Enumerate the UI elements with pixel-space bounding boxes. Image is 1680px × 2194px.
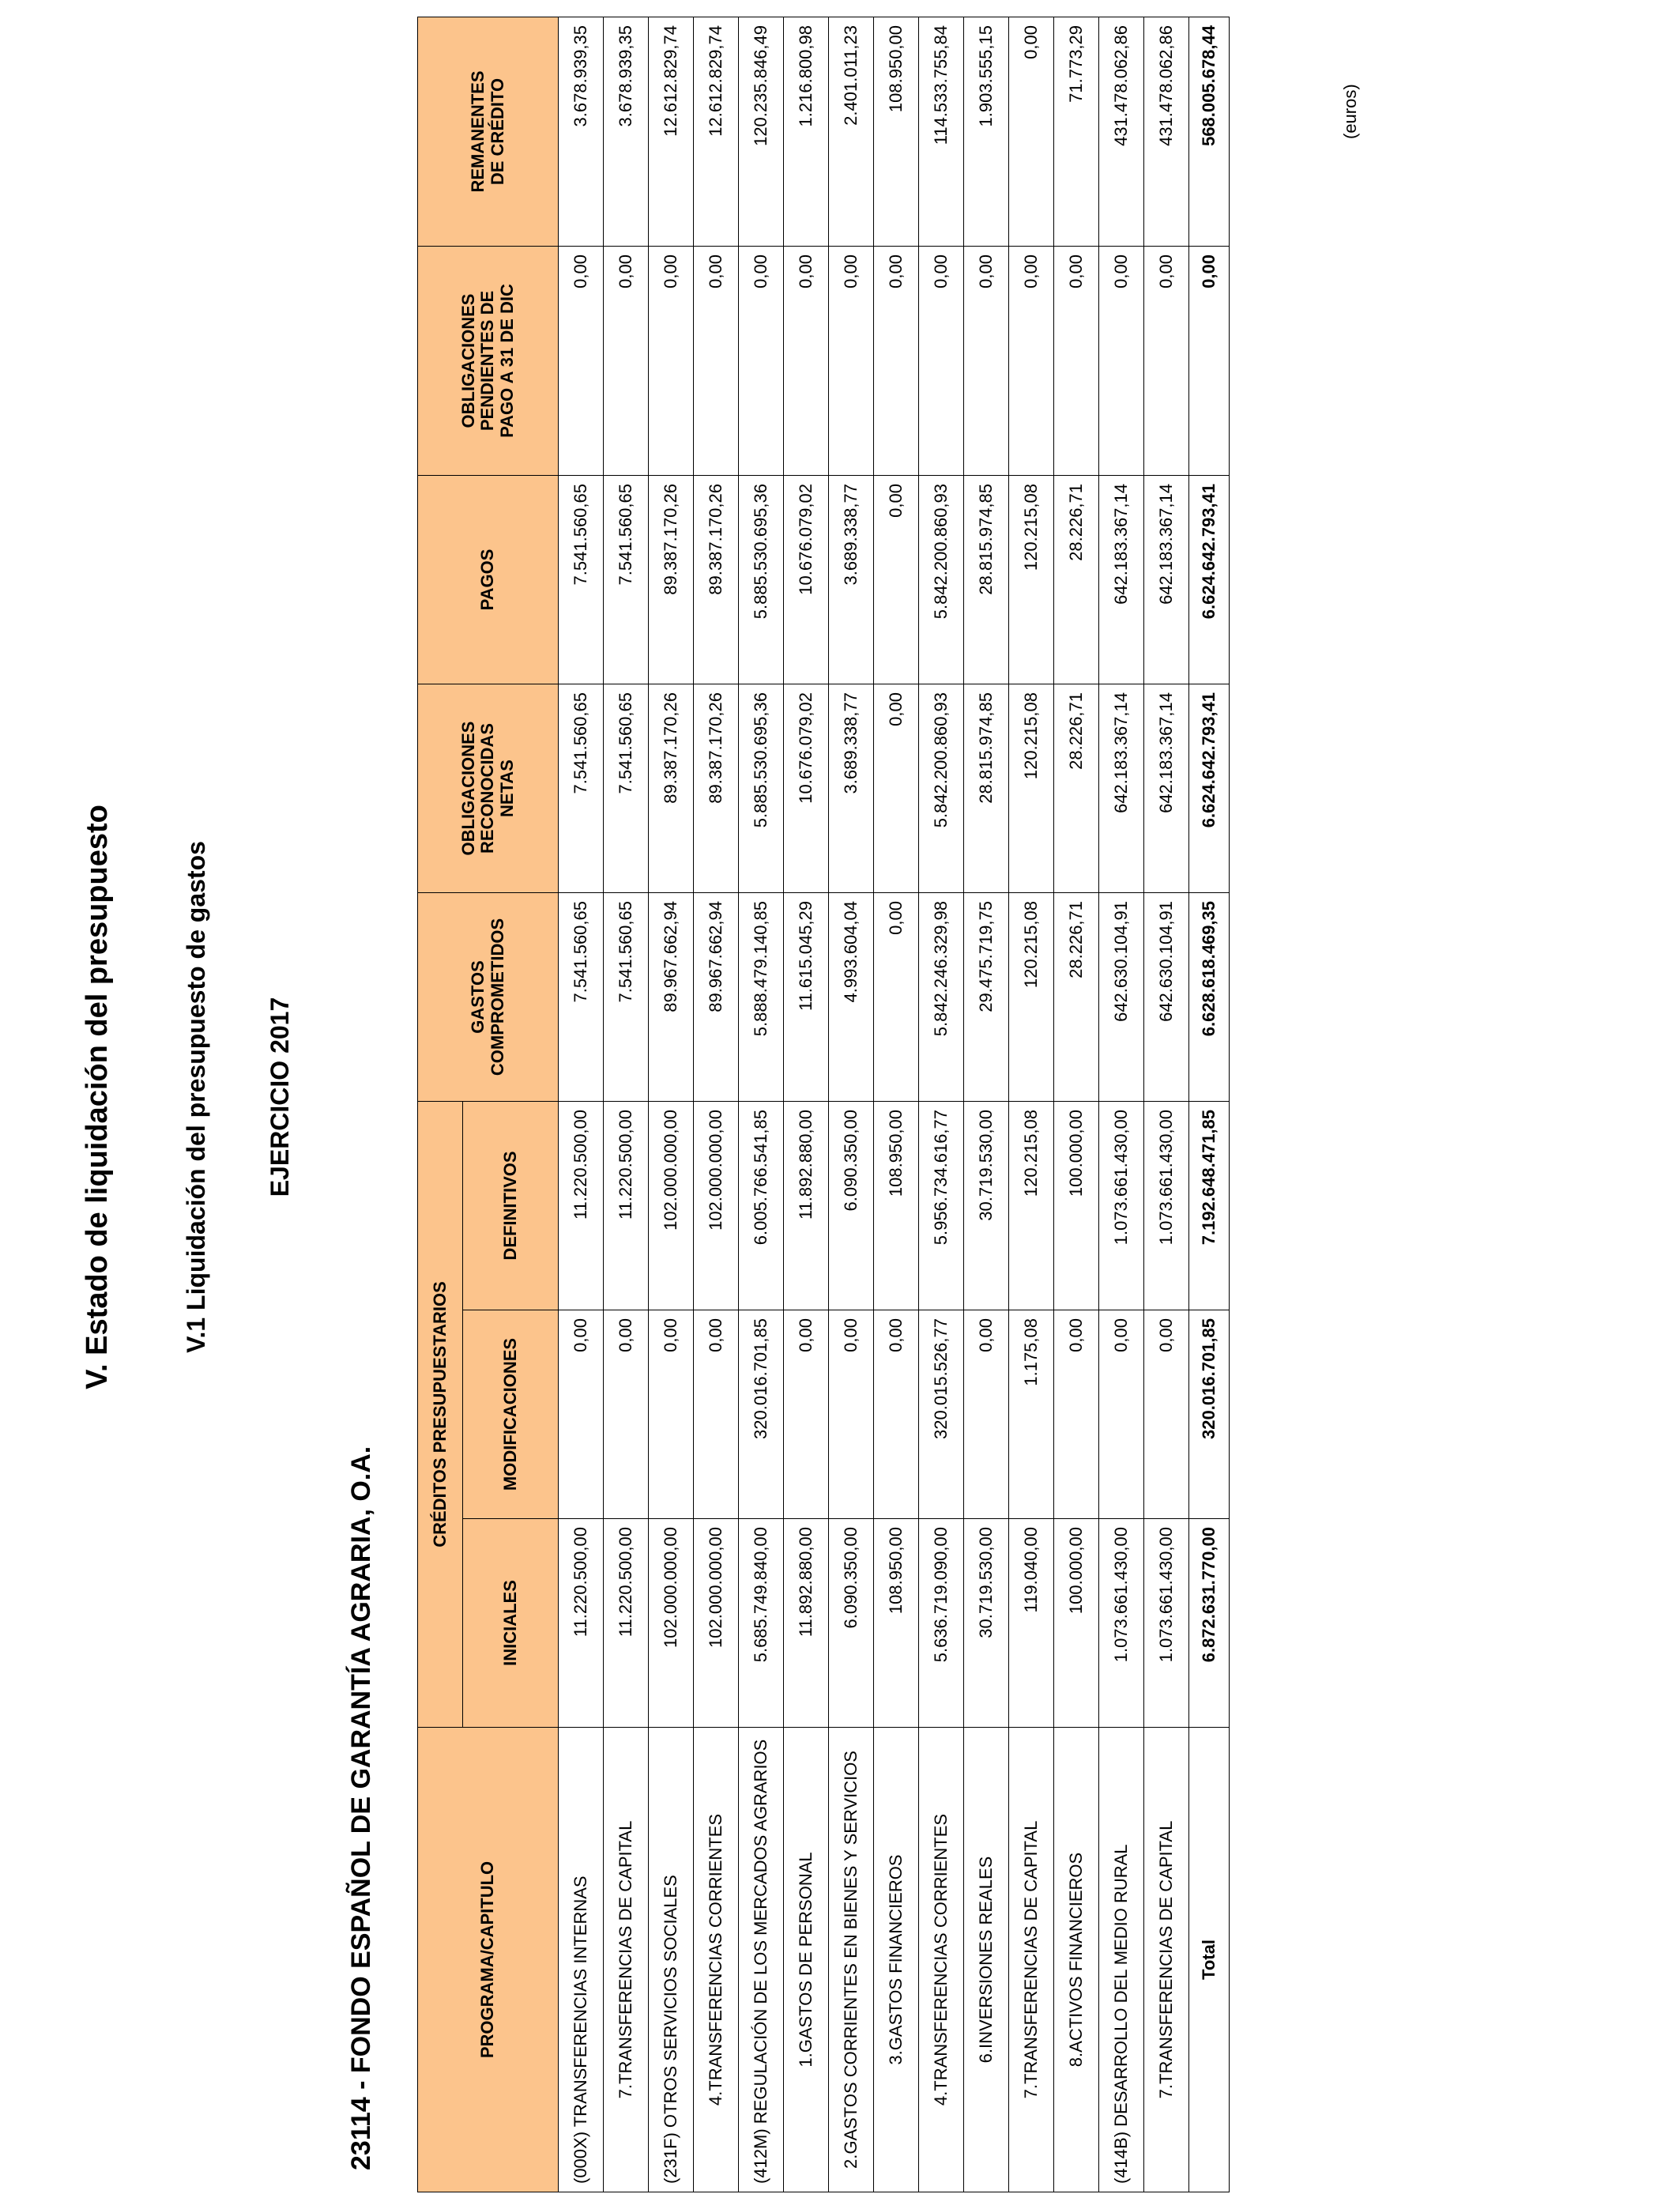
table-row bbox=[784, 17, 829, 2192]
amount-cell: 102.000.000,00 bbox=[694, 1519, 739, 1728]
amount-cell: 3.678.939,35 bbox=[559, 17, 604, 246]
header-creditos-presupuestarios: CRÉDITOS PRESUPUESTARIOS bbox=[418, 1101, 463, 1727]
amount-cell: 11.220.500,00 bbox=[604, 1519, 649, 1728]
amount-cell: 10.676.079,02 bbox=[784, 475, 829, 684]
amount-cell: 11.220.500,00 bbox=[559, 1519, 604, 1728]
chapter-label: 7.TRANSFERENCIAS DE CAPITAL bbox=[1144, 1728, 1189, 2192]
amount-cell: 0,00 bbox=[604, 246, 649, 475]
amount-cell: 0,00 bbox=[874, 892, 919, 1101]
amount-cell: 89.967.662,94 bbox=[694, 892, 739, 1101]
amount-cell: 10.676.079,02 bbox=[784, 684, 829, 892]
amount-cell: 4.993.604,04 bbox=[829, 892, 874, 1101]
amount-cell: 5.956.734.616,77 bbox=[919, 1101, 964, 1310]
total-label: Total bbox=[1189, 1728, 1230, 2192]
table-row bbox=[559, 17, 604, 2192]
amount-cell: 7.541.560,65 bbox=[559, 892, 604, 1101]
amount-cell: 120.215,08 bbox=[1009, 892, 1054, 1101]
amount-cell: 120.235.846,49 bbox=[739, 17, 784, 246]
amount-cell: 28.226,71 bbox=[1054, 892, 1099, 1101]
budget-liquidation-table bbox=[417, 17, 1230, 2192]
amount-cell: 0,00 bbox=[829, 246, 874, 475]
header-pagos: PAGOS bbox=[418, 475, 559, 684]
amount-cell: 5.885.530.695,36 bbox=[739, 475, 784, 684]
table-row bbox=[874, 17, 919, 2192]
amount-cell: 0,00 bbox=[1054, 1310, 1099, 1519]
amount-cell: 5.685.749.840,00 bbox=[739, 1519, 784, 1728]
amount-cell: 1.073.661.430,00 bbox=[1144, 1101, 1189, 1310]
table-row bbox=[604, 17, 649, 2192]
program-label: (000X) TRANSFERENCIAS INTERNAS bbox=[559, 1728, 604, 2192]
amount-cell: 642.630.104,91 bbox=[1144, 892, 1189, 1101]
chapter-label: 6.INVERSIONES REALES bbox=[964, 1728, 1009, 2192]
amount-cell: 0,00 bbox=[604, 1310, 649, 1519]
amount-cell: 1.903.555,15 bbox=[964, 17, 1009, 246]
chapter-label: 3.GASTOS FINANCIEROS bbox=[874, 1728, 919, 2192]
table-row bbox=[964, 17, 1009, 2192]
chapter-label: 4.TRANSFERENCIAS CORRIENTES bbox=[694, 1728, 739, 2192]
amount-cell: 2.401.011,23 bbox=[829, 17, 874, 246]
table-body bbox=[559, 17, 1230, 2192]
program-label: (231F) OTROS SERVICIOS SOCIALES bbox=[649, 1728, 694, 2192]
program-label: (414B) DESARROLLO DEL MEDIO RURAL bbox=[1099, 1728, 1144, 2192]
amount-cell: 642.183.367,14 bbox=[1099, 475, 1144, 684]
amount-cell: 102.000.000,00 bbox=[649, 1101, 694, 1310]
amount-cell: 7.541.560,65 bbox=[604, 684, 649, 892]
units-label: (euros) bbox=[1340, 84, 1360, 139]
amount-cell: 71.773,29 bbox=[1054, 17, 1099, 246]
amount-cell: 0,00 bbox=[874, 475, 919, 684]
total-amount-cell: 6.628.618.469,35 bbox=[1189, 892, 1230, 1101]
amount-cell: 642.183.367,14 bbox=[1144, 475, 1189, 684]
amount-cell: 1.175,08 bbox=[1009, 1310, 1054, 1519]
amount-cell: 30.719.530,00 bbox=[964, 1101, 1009, 1310]
amount-cell: 108.950,00 bbox=[874, 17, 919, 246]
table-row bbox=[694, 17, 739, 2192]
program-label: (412M) REGULACIÓN DE LOS MERCADOS AGRARIOS bbox=[739, 1728, 784, 2192]
amount-cell: 11.892.880,00 bbox=[784, 1519, 829, 1728]
amount-cell: 1.216.800,98 bbox=[784, 17, 829, 246]
header-definitivos: DEFINITIVOS bbox=[463, 1101, 559, 1310]
header-obligaciones-pendientes: OBLIGACIONES PENDIENTES DE PAGO A 31 DE DIC bbox=[418, 246, 559, 475]
amount-cell: 0,00 bbox=[1009, 246, 1054, 475]
total-row bbox=[1189, 17, 1230, 2192]
amount-cell: 0,00 bbox=[784, 246, 829, 475]
header-programa: PROGRAMA/CAPITULO bbox=[418, 1728, 559, 2192]
total-amount-cell: 7.192.648.471,85 bbox=[1189, 1101, 1230, 1310]
table-row bbox=[829, 17, 874, 2192]
table-row bbox=[1054, 17, 1099, 2192]
amount-cell: 0,00 bbox=[874, 684, 919, 892]
amount-cell: 0,00 bbox=[964, 1310, 1009, 1519]
total-amount-cell: 0,00 bbox=[1189, 246, 1230, 475]
table-row bbox=[1009, 17, 1054, 2192]
amount-cell: 0,00 bbox=[1099, 1310, 1144, 1519]
sub-title: V.1 Liquidación del presupuesto de gastos bbox=[182, 841, 210, 1353]
amount-cell: 6.005.766.541,85 bbox=[739, 1101, 784, 1310]
amount-cell: 120.215,08 bbox=[1009, 684, 1054, 892]
amount-cell: 1.073.661.430,00 bbox=[1099, 1101, 1144, 1310]
header-gastos-comprometidos: GASTOS COMPROMETIDOS bbox=[418, 892, 559, 1101]
header-obligaciones-reconocidas: OBLIGACIONES RECONOCIDAS NETAS bbox=[418, 684, 559, 892]
amount-cell: 642.630.104,91 bbox=[1099, 892, 1144, 1101]
amount-cell: 5.842.246.329,98 bbox=[919, 892, 964, 1101]
header-iniciales: INICIALES bbox=[463, 1519, 559, 1728]
amount-cell: 3.678.939,35 bbox=[604, 17, 649, 246]
header-modificaciones: MODIFICACIONES bbox=[463, 1310, 559, 1519]
amount-cell: 0,00 bbox=[874, 1310, 919, 1519]
table-row bbox=[1144, 17, 1189, 2192]
amount-cell: 100.000,00 bbox=[1054, 1101, 1099, 1310]
amount-cell: 28.226,71 bbox=[1054, 684, 1099, 892]
amount-cell: 29.475.719,75 bbox=[964, 892, 1009, 1101]
amount-cell: 11.220.500,00 bbox=[604, 1101, 649, 1310]
main-title: V. Estado de liquidación del presupuesto bbox=[81, 805, 114, 1389]
amount-cell: 108.950,00 bbox=[874, 1519, 919, 1728]
chapter-label: 4.TRANSFERENCIAS CORRIENTES bbox=[919, 1728, 964, 2192]
amount-cell: 0,00 bbox=[694, 1310, 739, 1519]
amount-cell: 11.220.500,00 bbox=[559, 1101, 604, 1310]
amount-cell: 0,00 bbox=[1054, 246, 1099, 475]
amount-cell: 0,00 bbox=[694, 246, 739, 475]
amount-cell: 108.950,00 bbox=[874, 1101, 919, 1310]
amount-cell: 320.015.526,77 bbox=[919, 1310, 964, 1519]
amount-cell: 28.226,71 bbox=[1054, 475, 1099, 684]
amount-cell: 0,00 bbox=[964, 246, 1009, 475]
amount-cell: 0,00 bbox=[919, 246, 964, 475]
amount-cell: 0,00 bbox=[559, 246, 604, 475]
total-amount-cell: 320.016.701,85 bbox=[1189, 1310, 1230, 1519]
table-row bbox=[649, 17, 694, 2192]
amount-cell: 0,00 bbox=[739, 246, 784, 475]
amount-cell: 0,00 bbox=[1144, 1310, 1189, 1519]
amount-cell: 1.073.661.430,00 bbox=[1144, 1519, 1189, 1728]
total-amount-cell: 568.005.678,44 bbox=[1189, 17, 1230, 246]
amount-cell: 102.000.000,00 bbox=[649, 1519, 694, 1728]
chapter-label: 1.GASTOS DE PERSONAL bbox=[784, 1728, 829, 2192]
year-title: EJERCICIO 2017 bbox=[266, 997, 294, 1197]
amount-cell: 12.612.829,74 bbox=[649, 17, 694, 246]
amount-cell: 1.073.661.430,00 bbox=[1099, 1519, 1144, 1728]
chapter-label: 7.TRANSFERENCIAS DE CAPITAL bbox=[1009, 1728, 1054, 2192]
amount-cell: 0,00 bbox=[874, 246, 919, 475]
amount-cell: 0,00 bbox=[829, 1310, 874, 1519]
entity-title: 23114 - FONDO ESPAÑOL DE GARANTÍA AGRARIA, O.A. bbox=[346, 1446, 376, 2170]
amount-cell: 0,00 bbox=[649, 1310, 694, 1519]
amount-cell: 6.090.350,00 bbox=[829, 1101, 874, 1310]
amount-cell: 28.815.974,85 bbox=[964, 475, 1009, 684]
amount-cell: 100.000,00 bbox=[1054, 1519, 1099, 1728]
header-remanentes: REMANENTES DE CRÉDITO bbox=[418, 17, 559, 246]
amount-cell: 102.000.000,00 bbox=[694, 1101, 739, 1310]
amount-cell: 5.885.530.695,36 bbox=[739, 684, 784, 892]
total-amount-cell: 6.624.642.793,41 bbox=[1189, 684, 1230, 892]
amount-cell: 119.040,00 bbox=[1009, 1519, 1054, 1728]
amount-cell: 89.967.662,94 bbox=[649, 892, 694, 1101]
amount-cell: 120.215,08 bbox=[1009, 475, 1054, 684]
total-amount-cell: 6.872.631.770,00 bbox=[1189, 1519, 1230, 1728]
amount-cell: 30.719.530,00 bbox=[964, 1519, 1009, 1728]
amount-cell: 0,00 bbox=[649, 246, 694, 475]
amount-cell: 7.541.560,65 bbox=[604, 475, 649, 684]
chapter-label: 7.TRANSFERENCIAS DE CAPITAL bbox=[604, 1728, 649, 2192]
amount-cell: 5.636.719.090,00 bbox=[919, 1519, 964, 1728]
table-row bbox=[919, 17, 964, 2192]
amount-cell: 0,00 bbox=[1009, 17, 1054, 246]
amount-cell: 6.090.350,00 bbox=[829, 1519, 874, 1728]
amount-cell: 642.183.367,14 bbox=[1099, 684, 1144, 892]
amount-cell: 89.387.170,26 bbox=[694, 475, 739, 684]
amount-cell: 431.478.062,86 bbox=[1144, 17, 1189, 246]
amount-cell: 0,00 bbox=[1099, 246, 1144, 475]
table-row bbox=[1099, 17, 1144, 2192]
amount-cell: 3.689.338,77 bbox=[829, 684, 874, 892]
amount-cell: 5.842.200.860,93 bbox=[919, 684, 964, 892]
amount-cell: 28.815.974,85 bbox=[964, 684, 1009, 892]
amount-cell: 431.478.062,86 bbox=[1099, 17, 1144, 246]
amount-cell: 642.183.367,14 bbox=[1144, 684, 1189, 892]
amount-cell: 12.612.829,74 bbox=[694, 17, 739, 246]
amount-cell: 7.541.560,65 bbox=[559, 475, 604, 684]
amount-cell: 0,00 bbox=[1144, 246, 1189, 475]
amount-cell: 114.533.755,84 bbox=[919, 17, 964, 246]
amount-cell: 7.541.560,65 bbox=[604, 892, 649, 1101]
table-row bbox=[739, 17, 784, 2192]
amount-cell: 0,00 bbox=[784, 1310, 829, 1519]
amount-cell: 89.387.170,26 bbox=[694, 684, 739, 892]
amount-cell: 7.541.560,65 bbox=[559, 684, 604, 892]
chapter-label: 2.GASTOS CORRIENTES EN BIENES Y SERVICIOS bbox=[829, 1728, 874, 2192]
amount-cell: 11.615.045,29 bbox=[784, 892, 829, 1101]
chapter-label: 8.ACTIVOS FINANCIEROS bbox=[1054, 1728, 1099, 2192]
amount-cell: 11.892.880,00 bbox=[784, 1101, 829, 1310]
amount-cell: 3.689.338,77 bbox=[829, 475, 874, 684]
amount-cell: 0,00 bbox=[559, 1310, 604, 1519]
amount-cell: 320.016.701,85 bbox=[739, 1310, 784, 1519]
amount-cell: 89.387.170,26 bbox=[649, 475, 694, 684]
total-amount-cell: 6.624.642.793,41 bbox=[1189, 475, 1230, 684]
amount-cell: 120.215,08 bbox=[1009, 1101, 1054, 1310]
amount-cell: 5.842.200.860,93 bbox=[919, 475, 964, 684]
amount-cell: 5.888.479.140,85 bbox=[739, 892, 784, 1101]
amount-cell: 89.387.170,26 bbox=[649, 684, 694, 892]
